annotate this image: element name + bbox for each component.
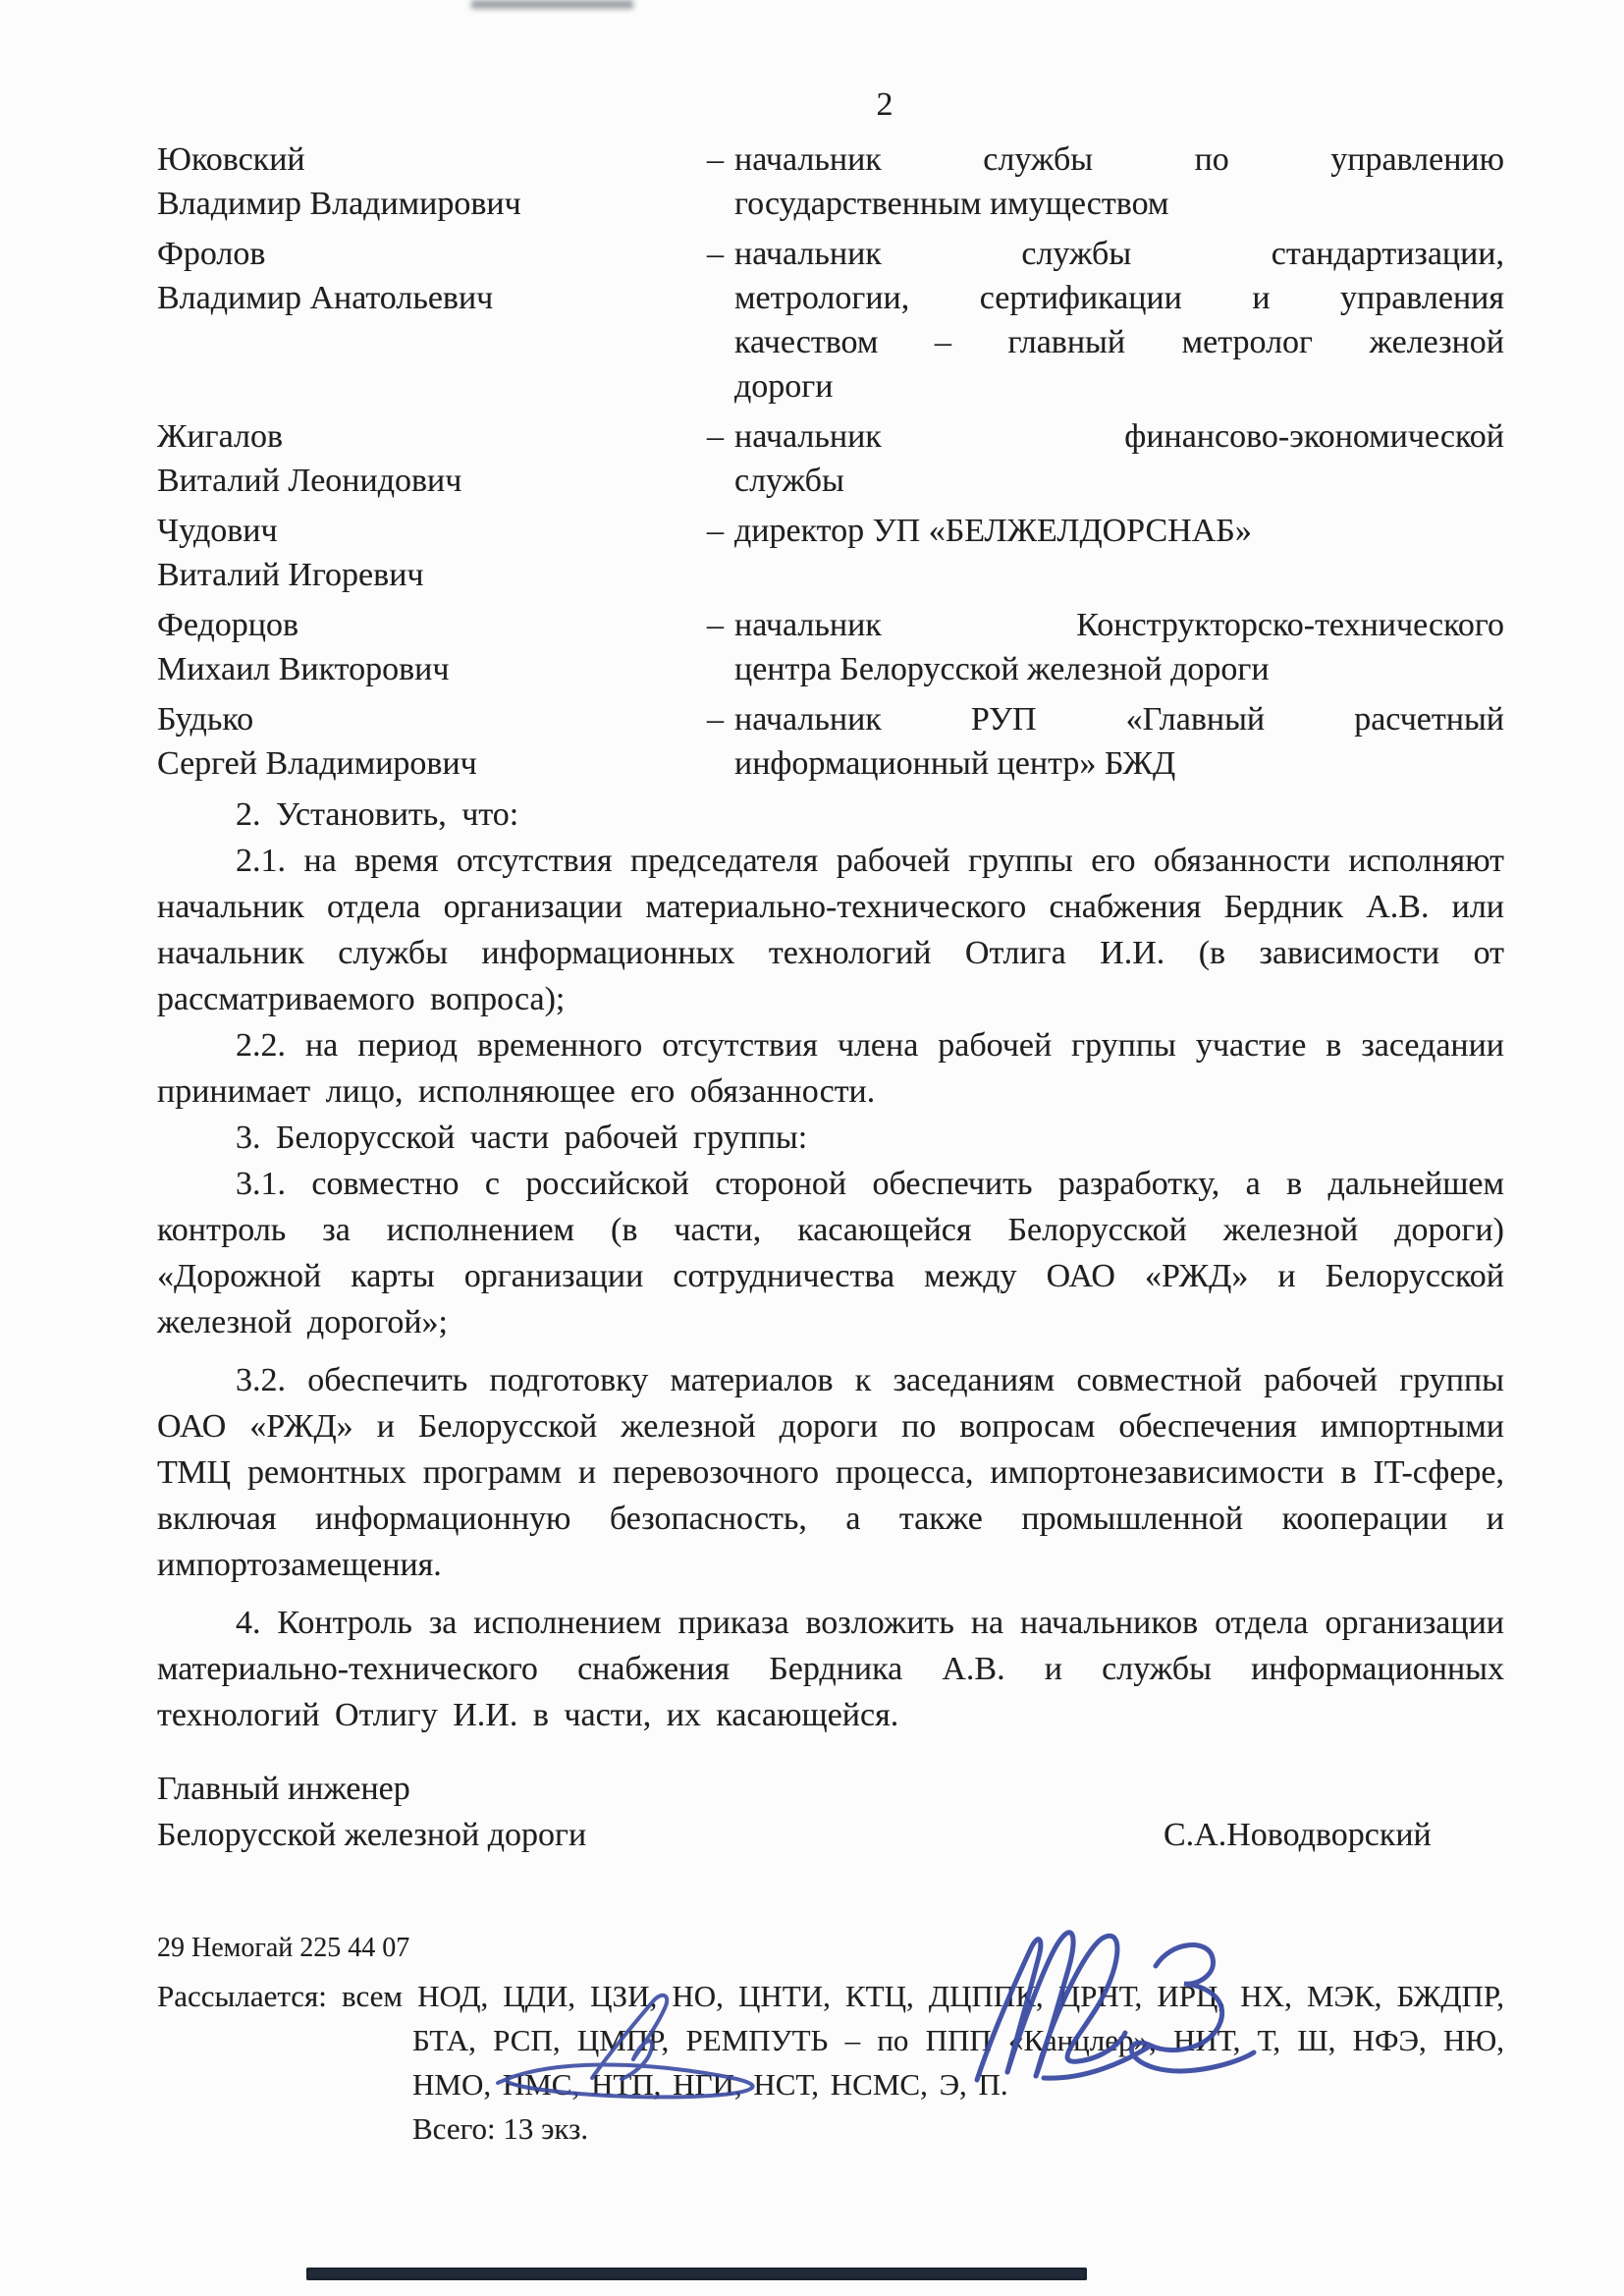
signer-name: С.А.Новодворский (1164, 1817, 1432, 1853)
scan-artifact-bottom (306, 2268, 1087, 2280)
roster-row (157, 232, 1504, 409)
working-group-roster (157, 137, 1504, 786)
signer-title-line2: Белорусской железной дороги (157, 1817, 587, 1853)
position-line: дороги (734, 368, 834, 405)
roster-row (157, 603, 1504, 691)
member-position (707, 137, 1504, 226)
member-position (707, 232, 1504, 409)
position-line: службы (734, 463, 844, 499)
member-name (157, 414, 707, 503)
position-line: начальник РУП «Главный расчетный (734, 701, 1504, 738)
member-surname: Юковский (157, 141, 305, 178)
member-given-names: Владимир Владимирович (157, 186, 521, 222)
member-given-names: Михаил Викторович (157, 651, 450, 687)
order-item-3: 3. Белорусской части рабочей группы: (236, 1120, 808, 1156)
page-content (157, 81, 1504, 2151)
scan-artifact-top (471, 0, 633, 9)
signature-block (157, 1766, 1504, 1858)
distribution-list (157, 1974, 1504, 2106)
member-name (157, 509, 707, 597)
distribution-label: Рассылается: (157, 1979, 327, 2013)
position-line: начальник финансово-экономической (734, 418, 1504, 455)
member-surname: Чудович (157, 513, 278, 549)
member-name (157, 232, 707, 409)
position-line: директор УП «БЕЛЖЕЛДОРСНАБ» (734, 513, 1252, 549)
roster-row (157, 137, 1504, 226)
member-surname: Федорцов (157, 607, 299, 643)
member-position (707, 603, 1504, 691)
dash: – (707, 701, 724, 738)
position-line: центра Белорусской железной дороги (734, 651, 1270, 687)
order-item-3-2: 3.2. обеспечить подготовку материалов к заседаниям совместной рабочей группы ОАО «РЖД» и Белорусской железной дороги по вопросам обеспечения импортными ТМЦ ремонтных программ и перевозочного процесса, импортонезависимости в IT-сфере, включая информационную безопасность, а также промышленной кооперации и импортозамещения. (157, 1362, 1504, 1583)
member-position (707, 509, 1504, 597)
position-line: информационный центр» БЖД (734, 745, 1176, 782)
dash: – (707, 513, 724, 549)
member-name (157, 697, 707, 786)
roster-row (157, 697, 1504, 786)
position-line: начальник Конструкторско-технического (734, 607, 1504, 643)
position-line: начальник службы стандартизации, (734, 236, 1504, 272)
position-line: государственным имуществом (734, 186, 1169, 222)
member-name (157, 603, 707, 691)
dash: – (707, 607, 724, 643)
member-given-names: Сергей Владимирович (157, 745, 477, 782)
member-position (707, 414, 1504, 503)
member-surname: Фролов (157, 236, 266, 272)
roster-row (157, 414, 1504, 503)
executor-contact: 29 Немогай 225 44 07 (157, 1933, 410, 1963)
member-name (157, 137, 707, 226)
dash: – (707, 141, 724, 178)
member-position (707, 697, 1504, 786)
copies-total: Всего: 13 экз. (412, 2111, 589, 2146)
position-line: метрологии, сертификации и управления (734, 280, 1504, 316)
distribution-text: всем НОД, ЦДИ, ЦЗИ, НО, ЦНТИ, КТЦ, ДЦППК, ЦРНТ, ИРЦ, НХ, МЭК, БЖДПР, БТА, РСП, ЦМПР, РЕМПУТЬ – по ППП «Канцлер», НИТ, Т, Ш, НФЭ, НЮ, НМО, НМС, НТП, НГИ, НСТ, НСМС, Э, П. (342, 1979, 1504, 2102)
order-item-2: 2. Установить, что: (236, 796, 519, 833)
order-item-2-1: 2.1. на время отсутствия председателя рабочей группы его обязанности исполняют начальник отдела организации материально-технического снабжения Бердник А.В. или начальник службы информационных технологий Отлига И.И. (в зависимости от рассматриваемого вопроса); (157, 843, 1504, 1017)
signer-title-line1: Главный инженер (157, 1771, 410, 1807)
position-line: начальник службы по управлению (734, 141, 1504, 178)
position-line: качеством – главный метролог железной (734, 324, 1504, 360)
member-given-names: Виталий Игоревич (157, 557, 424, 593)
member-given-names: Владимир Анатольевич (157, 280, 494, 316)
order-item-2-2: 2.2. на период временного отсутствия члена рабочей группы участие в заседании принимает лицо, исполняющее его обязанности. (157, 1027, 1504, 1110)
page-number: 2 (876, 86, 893, 123)
order-item-3-1: 3.1. совместно с российской стороной обеспечить разработку, а в дальнейшем контроль за исполнением (в части, касающейся Белорусской железной дороги) «Дорожной карты организации сотрудничества между ОАО «РЖД» и Белорусской железной дорогой»; (157, 1166, 1504, 1340)
order-item-4: 4. Контроль за исполнением приказа возложить на начальников отдела организации материально-технического снабжения Бердника А.В. и службы информационных технологий Отлигу И.И. в части, их касающейся. (157, 1605, 1504, 1733)
member-surname: Жигалов (157, 418, 284, 455)
roster-row (157, 509, 1504, 597)
member-given-names: Виталий Леонидович (157, 463, 462, 499)
member-surname: Будько (157, 701, 254, 738)
dash: – (707, 418, 724, 455)
dash: – (707, 236, 724, 272)
